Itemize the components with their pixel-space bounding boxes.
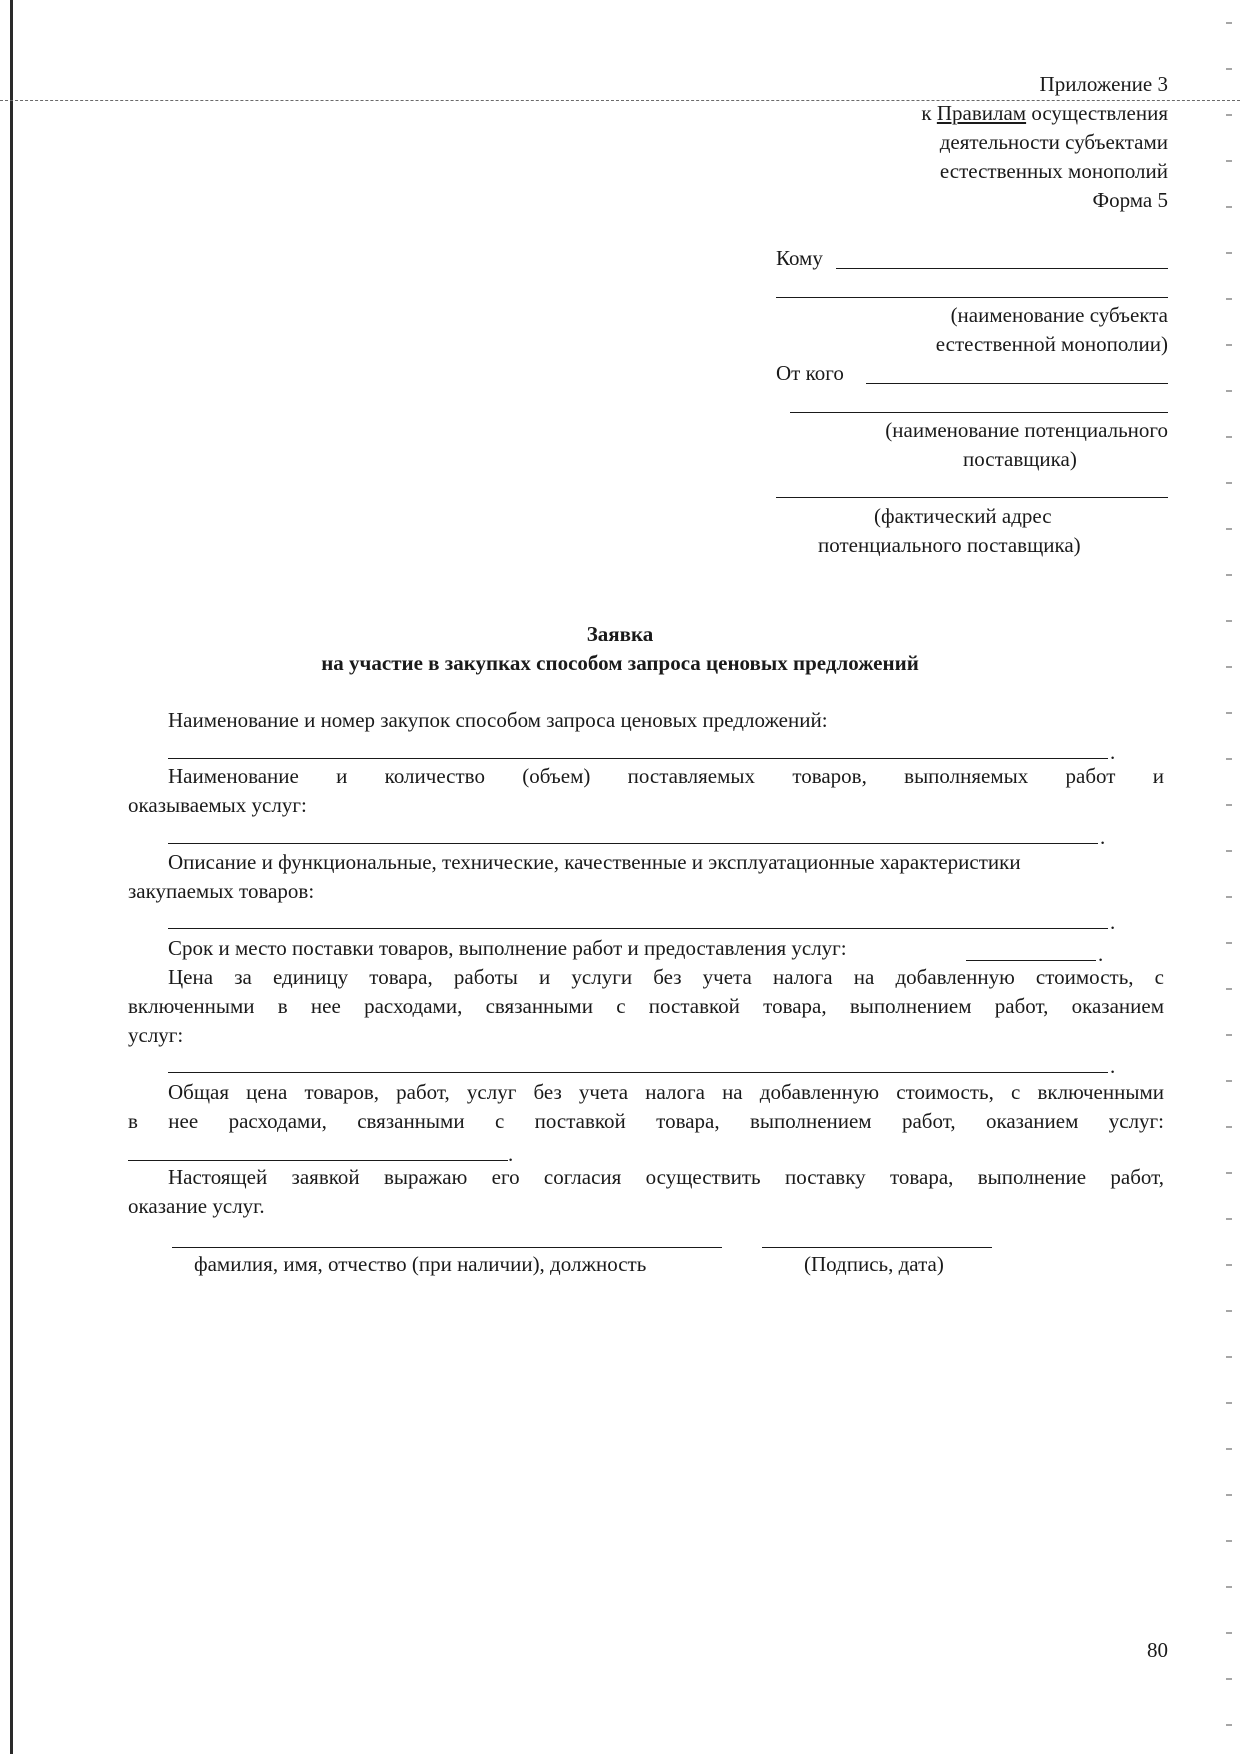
to-field-line[interactable]	[836, 268, 1168, 269]
period-2: .	[1100, 825, 1106, 849]
procurement-name-label: Наименование и номер закупок способом запроса ценовых предложений:	[168, 708, 828, 732]
header-line-3: деятельности субъектами	[939, 130, 1168, 154]
period-5: .	[1110, 1054, 1116, 1078]
address-caption-2: потенциального поставщика)	[818, 533, 1081, 557]
header-line-4: естественных монополий	[939, 159, 1168, 183]
period-4: .	[1098, 942, 1104, 966]
signature-line[interactable]	[762, 1247, 992, 1248]
rules-prefix: к	[921, 101, 932, 125]
delivery-terms-label: Срок и место поставки товаров, выполнение работ и предоставления услуг:	[168, 936, 847, 960]
to-field-line-2[interactable]	[776, 297, 1168, 298]
appendix-number: Приложение 3	[1039, 72, 1168, 96]
document-title: Заявка	[586, 622, 654, 646]
scan-edge-left	[10, 0, 13, 1754]
from-field-line[interactable]	[866, 383, 1168, 384]
rules-link[interactable]: Правилам	[936, 101, 1027, 125]
period-1: .	[1110, 740, 1116, 764]
address-field-line[interactable]	[776, 497, 1168, 498]
address-caption-1: (фактический адрес	[874, 504, 1052, 528]
goods-quantity-line[interactable]	[168, 843, 1098, 844]
consent-text: Настоящей заявкой выражаю его согласия осуществить поставку товара, выполнение работ,	[168, 1165, 1164, 1189]
from-label: От кого	[776, 361, 844, 385]
consent-text-cont: оказание услуг.	[128, 1194, 265, 1218]
goods-quantity-label-cont: оказываемых услуг:	[128, 793, 307, 817]
characteristics-label: Описание и функциональные, технические, качественные и эксплуатационные характеристики	[168, 850, 1021, 874]
rules-reference	[921, 99, 1168, 127]
from-field-line-2[interactable]	[790, 412, 1168, 413]
scan-edge-right	[1226, 0, 1232, 1754]
to-label: Кому	[776, 246, 823, 270]
form-number: Форма 5	[1092, 188, 1168, 212]
rules-suffix: осуществления	[1031, 101, 1168, 125]
unit-price-label-end: услуг:	[128, 1023, 184, 1047]
characteristics-line[interactable]	[168, 928, 1108, 929]
unit-price-line[interactable]	[168, 1072, 1108, 1073]
page-number: 80	[1147, 1638, 1168, 1662]
unit-price-label-cont: включенными в нее расходами, связанными с поставкой товара, выполнением работ, оказанием	[128, 994, 1164, 1018]
period-3: .	[1110, 910, 1116, 934]
unit-price-label: Цена за единицу товара, работы и услуги без учета налога на добавленную стоимость, с	[168, 965, 1164, 989]
name-position-caption: фамилия, имя, отчество (при наличии), должность	[194, 1252, 647, 1276]
delivery-terms-line[interactable]	[966, 960, 1096, 961]
total-price-label-cont: в нее расходами, связанными с поставкой товара, выполнением работ, оказанием услуг:	[128, 1109, 1164, 1133]
period-6: .	[508, 1142, 514, 1166]
goods-quantity-label: Наименование и количество (объем) поставляемых товаров, выполняемых работ и	[168, 764, 1164, 788]
from-caption-2: поставщика)	[963, 447, 1077, 471]
signature-caption: (Подпись, дата)	[804, 1252, 944, 1276]
name-position-line[interactable]	[172, 1247, 722, 1248]
from-caption-1: (наименование потенциального	[885, 418, 1168, 442]
document-subtitle: на участие в закупках способом запроса ценовых предложений	[321, 651, 919, 675]
to-caption-2: естественной монополии)	[935, 332, 1168, 356]
total-price-label: Общая цена товаров, работ, услуг без учета налога на добавленную стоимость, с включенными	[168, 1080, 1164, 1104]
to-caption-1: (наименование субъекта	[950, 303, 1168, 327]
characteristics-label-cont: закупаемых товаров:	[128, 879, 315, 903]
total-price-line[interactable]	[128, 1160, 508, 1161]
procurement-name-line[interactable]	[168, 758, 1108, 759]
